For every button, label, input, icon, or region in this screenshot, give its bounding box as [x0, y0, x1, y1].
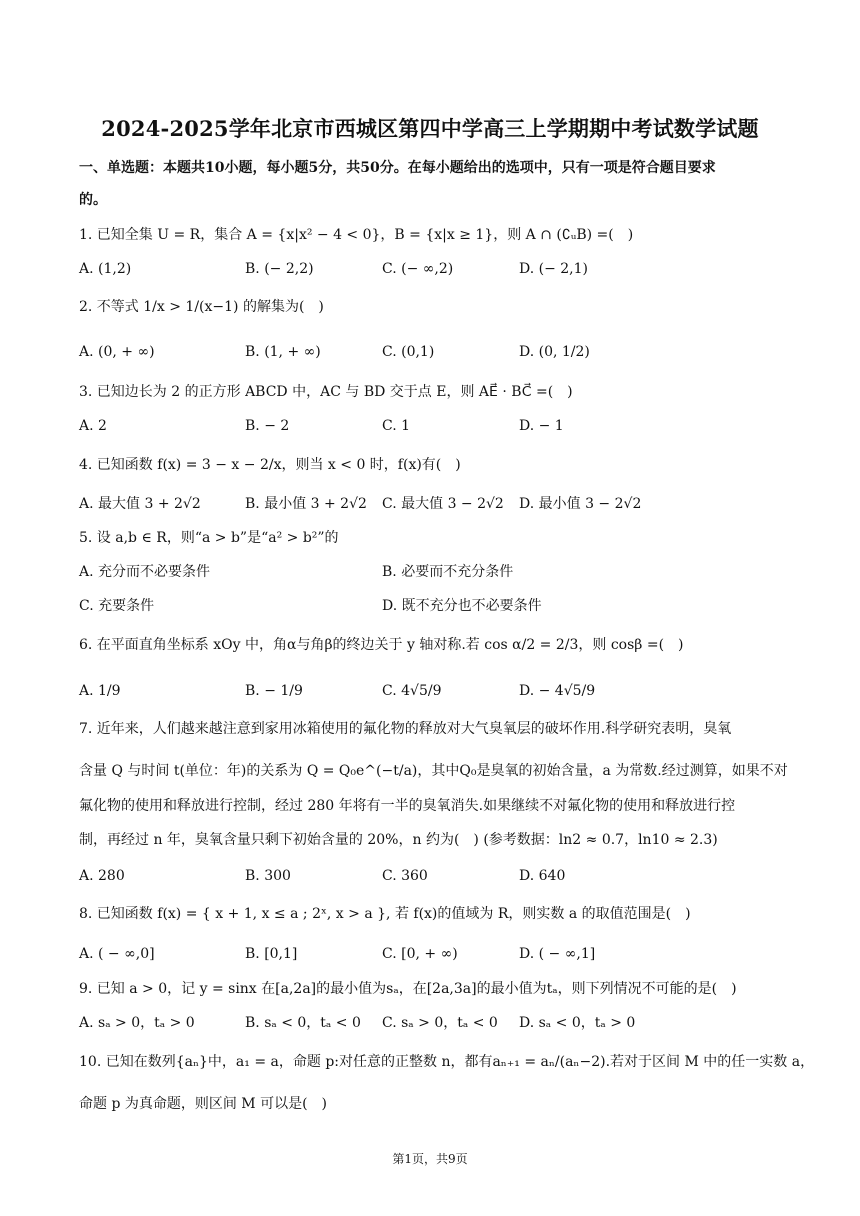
question-4-option-d: D. 最小值 3 − 2√2: [519, 496, 642, 512]
question-8-option-c: C. [0, + ∞): [382, 946, 458, 962]
question-1-option-b: B. (− 2,2): [245, 261, 314, 277]
question-3-stem: 3. 已知边长为 2 的正方形 ABCD 中，AC 与 BD 交于点 E，则 AE⃗ · BC⃗ =( ): [79, 384, 573, 400]
question-5-stem: 5. 设 a,b ∈ R，则“a > b”是“a² > b²”的: [79, 530, 339, 546]
question-3-option-b: B. − 2: [245, 418, 290, 434]
question-6-option-c: C. 4√5/9: [382, 683, 442, 699]
page-footer: 第1页，共9页: [392, 1152, 468, 1166]
question-4-option-a: A. 最大值 3 + 2√2: [79, 496, 201, 512]
question-9-stem: 9. 已知 a > 0，记 y = sinx 在[a,2a]的最小值为sₐ，在[2a,3a]的最小值为tₐ，则下列情况不可能的是( ): [79, 981, 737, 997]
question-8-option-b: B. [0,1]: [245, 946, 298, 962]
question-2-option-c: C. (0,1): [382, 344, 435, 360]
page-title: 2024-2025学年北京市西城区第四中学高三上学期期中考试数学试题: [101, 116, 759, 141]
question-7-stem-line2: 含量 Q 与时间 t(单位：年)的关系为 Q = Q₀e^(−t/a)，其中Q₀是臭氧的初始含量，a 为常数.经过测算，如果不对: [79, 763, 788, 779]
question-10-stem-line2: 命题 p 为真命题，则区间 M 可以是( ): [79, 1096, 328, 1112]
question-9-option-a: A. sₐ > 0，tₐ > 0: [79, 1015, 195, 1031]
question-2-option-a: A. (0, + ∞): [79, 344, 155, 360]
question-7-option-b: B. 300: [245, 868, 291, 884]
question-5-option-a: A. 充分而不必要条件: [79, 564, 211, 580]
question-5-option-b: B. 必要而不充分条件: [382, 564, 514, 580]
question-7-option-c: C. 360: [382, 868, 428, 884]
question-1-option-a: A. (1,2): [79, 261, 132, 277]
question-6-option-a: A. 1/9: [79, 683, 121, 699]
question-4-option-b: B. 最小值 3 + 2√2: [245, 496, 367, 512]
question-4-stem: 4. 已知函数 f(x) = 3 − x − 2/x，则当 x < 0 时，f(x)有( ): [79, 457, 461, 473]
question-9-option-c: C. sₐ > 0，tₐ < 0: [382, 1015, 498, 1031]
question-8-option-d: D. ( − ∞,1]: [519, 946, 596, 962]
question-10-stem-line1: 10. 已知在数列{aₙ}中，a₁ = a，命题 p:对任意的正整数 n，都有aₙ₊₁ = aₙ/(aₙ−2).若对于区间 M 中的任一实数 a，: [79, 1054, 815, 1070]
question-9-option-d: D. sₐ < 0，tₐ > 0: [519, 1015, 636, 1031]
question-3-option-c: C. 1: [382, 418, 411, 434]
question-7-option-d: D. 640: [519, 868, 566, 884]
question-7-stem-line3: 氟化物的使用和释放进行控制，经过 280 年将有一半的臭氧消失.如果继续不对氟化物的使用和释放进行控: [79, 798, 736, 814]
section-heading-line2: 的。: [79, 192, 107, 208]
question-5-option-d: D. 既不充分也不必要条件: [382, 598, 542, 614]
question-6-option-b: B. − 1/9: [245, 683, 303, 699]
question-2-stem: 2. 不等式 1/x > 1/(x−1) 的解集为( ): [79, 299, 324, 315]
question-7-stem-line4: 制，再经过 n 年，臭氧含量只剩下初始含量的 20%，n 约为( ) (参考数据：ln2 ≈ 0.7，ln10 ≈ 2.3): [79, 832, 718, 848]
question-8-option-a: A. ( − ∞,0]: [79, 946, 155, 962]
question-6-option-d: D. − 4√5/9: [519, 683, 596, 699]
question-2-option-d: D. (0, 1/2): [519, 344, 590, 360]
question-1-stem: 1. 已知全集 U = R，集合 A = {x|x² − 4 < 0}，B = {x|x ≥ 1}，则 A ∩ (∁ᵤB) =( ): [79, 227, 634, 243]
question-3-option-a: A. 2: [79, 418, 107, 434]
question-6-stem: 6. 在平面直角坐标系 xOy 中，角α与角β的终边关于 y 轴对称.若 cos α/2 = 2/3，则 cosβ =( ): [79, 637, 684, 653]
question-3-option-d: D. − 1: [519, 418, 564, 434]
question-9-option-b: B. sₐ < 0，tₐ < 0: [245, 1015, 361, 1031]
question-1-option-d: D. (− 2,1): [519, 261, 588, 277]
question-4-option-c: C. 最大值 3 − 2√2: [382, 496, 504, 512]
question-2-option-b: B. (1, + ∞): [245, 344, 321, 360]
question-7-option-a: A. 280: [79, 868, 125, 884]
question-1-option-c: C. (− ∞,2): [382, 261, 454, 277]
question-5-option-c: C. 充要条件: [79, 598, 155, 614]
question-7-stem-line1: 7. 近年来，人们越来越注意到家用冰箱使用的氟化物的释放对大气臭氧层的破坏作用.科学研究表明，臭氧: [79, 721, 732, 737]
section-heading-line1: 一、单选题：本题共10小题，每小题5分，共50分。在每小题给出的选项中，只有一项是符合题目要求: [79, 160, 716, 176]
question-8-stem: 8. 已知函数 f(x) = { x + 1, x ≤ a ; 2ˣ, x > a }, 若 f(x)的值域为 R，则实数 a 的取值范围是( ): [79, 906, 691, 922]
